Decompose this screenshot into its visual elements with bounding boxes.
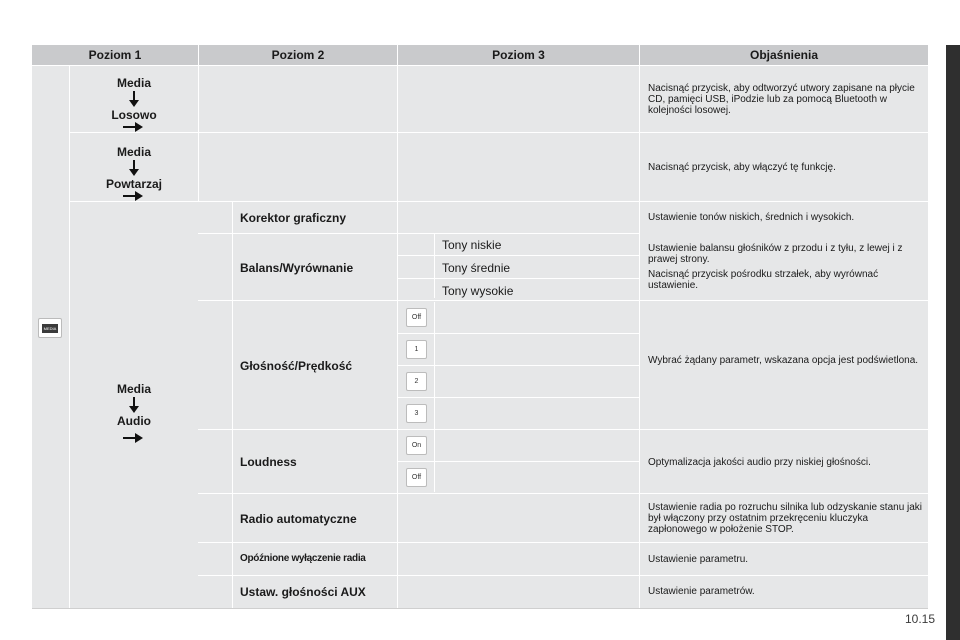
option-3-icon: 3 [406,404,427,423]
level2-loudness: Loudness [240,455,297,469]
level2-aux-volume: Ustaw. głośności AUX [240,585,366,599]
menu-level-media: Media [116,76,151,90]
header-level3: Poziom 3 [398,45,639,65]
desc-balance [648,243,926,291]
desc-balance-line2: Nacisnąć przycisk pośrodku strzałek, aby wyrównać ustawienie. [648,269,879,291]
header-level1: Poziom 1 [32,45,198,65]
arrow-right-icon [123,122,143,132]
arrow-down-icon [129,91,139,107]
menu-level-shuffle: Losowo [111,108,157,122]
arrow-down-icon [129,160,139,176]
level3-bass: Tony niskie [442,238,502,252]
menu-level-media: Media [116,382,151,396]
media-button-icon: MEDIA [38,318,62,338]
desc-shuffle: Nacisnąć przycisk, aby odtworzyć utwory zapisane na płycie CD, pamięci USB, iPodzie lub za pomocą Bluetooth w kolejności losowej. [648,83,915,116]
option-off-icon: Off [406,308,427,327]
level2-equalizer: Korektor graficzny [240,211,347,225]
menu-level-audio: Audio [117,414,151,428]
desc-repeat: Nacisnąć przycisk, aby włączyć tę funkcję. [648,162,836,173]
option-on-icon: On [406,436,427,455]
level3-treble: Tony wysokie [442,284,514,298]
desc-aux-volume: Ustawienie parametrów. [648,586,755,597]
menu-level-repeat: Powtarzaj [105,177,162,191]
option-off-icon: Off [406,468,427,487]
arrow-right-icon [123,433,143,443]
page-number: 10.15 [905,612,936,626]
desc-equalizer: Ustawienie tonów niskich, średnich i wysokich. [648,212,855,223]
option-1-icon: 1 [406,340,427,359]
desc-loudness: Optymalizacja jakości audio przy niskiej głośności. [648,457,871,468]
level2-balance: Balans/Wyrównanie [240,261,354,275]
header-explanation: Objaśnienia [640,45,928,65]
level2-delayed-off: Opóźnione wyłączenie radia [240,553,366,564]
level2-auto-radio: Radio automatyczne [240,512,357,526]
menu-level-media: Media [116,145,151,159]
menu-path-audio [70,382,198,428]
arrow-right-icon [123,191,143,201]
desc-auto-radio: Ustawienie radia po rozruchu silnika lub odzyskanie stanu jaki był włączony przy ostatnim przekręceniu kluczyka zapłonowego w położenie STOP. [648,502,923,535]
level2-volume-speed: Głośność/Prędkość [240,359,353,373]
menu-path-repeat [70,145,198,191]
desc-delayed-off: Ustawienie parametru. [648,554,749,565]
arrow-down-icon [129,397,139,413]
level3-mid: Tony średnie [442,261,511,275]
header-level2: Poziom 2 [199,45,397,65]
chapter-side-tab [946,45,960,640]
desc-balance-line1: Ustawienie balansu głośników z przodu i z tyłu, z lewej i z prawej strony. [648,243,903,265]
desc-volume-speed: Wybrać żądany parametr, wskazana opcja jest podświetlona. [648,355,919,366]
option-2-icon: 2 [406,372,427,391]
menu-path-shuffle [70,76,198,122]
